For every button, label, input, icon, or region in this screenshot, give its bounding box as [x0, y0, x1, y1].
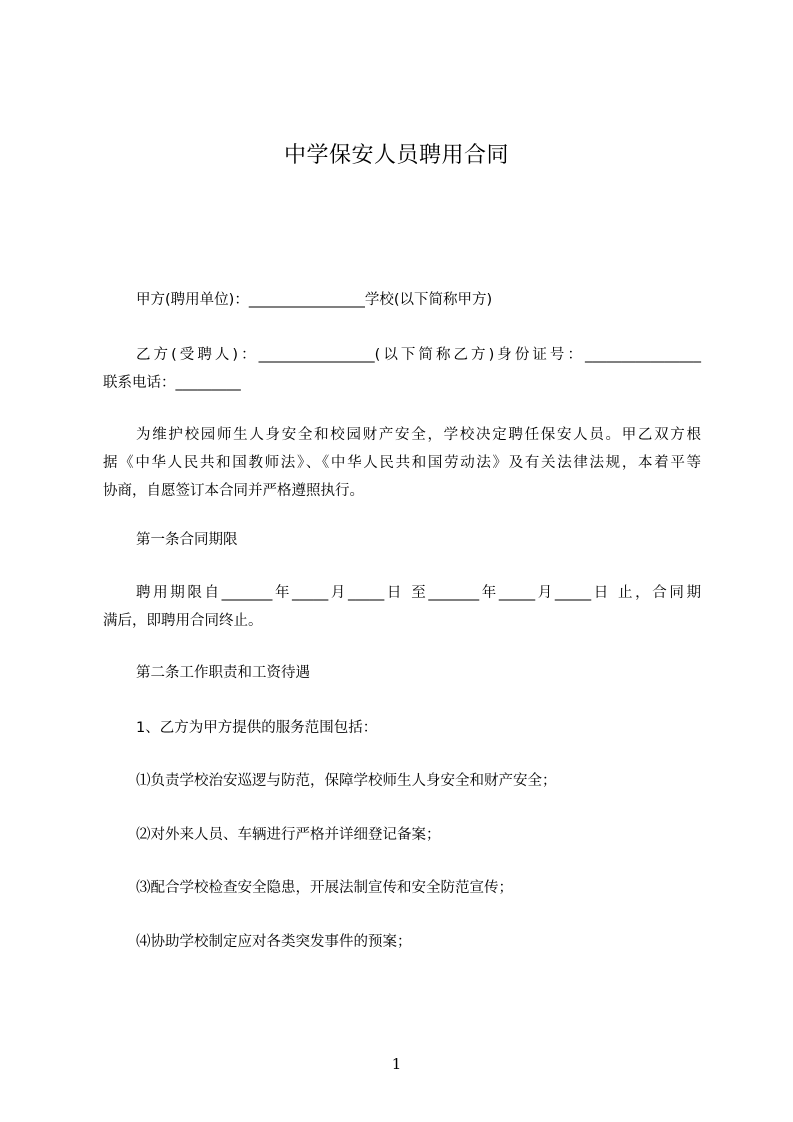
article-1-line-1: 聘用期限自_______年_____月_____日 至_______年_____月_____日 止，合同期 [136, 585, 701, 601]
article-1-line-2: 满后，即聘用合同终止。 [103, 613, 263, 629]
party-a-paragraph [103, 286, 701, 314]
preamble-paragraph [103, 421, 701, 505]
preamble-line-3: 协商，自愿签订本合同并严格遵照执行。 [103, 483, 364, 499]
article-1-paragraph [103, 579, 701, 635]
duty-2-paragraph [103, 821, 701, 849]
party-b-line-2: 联系电话：_________ [103, 375, 241, 391]
article-2-heading [103, 659, 701, 687]
preamble-line-2: 据《中华人民共和国教师法》、《中华人民共和国劳动法》及有关法律法规，本着平等 [103, 455, 701, 471]
duty-4-text: ⑷协助学校制定应对各类突发事件的预案； [136, 934, 412, 950]
party-b-line-1: 乙方(受聘人)：________________(以下简称乙方)身份证号：________________ [136, 347, 701, 363]
document-title: 中学保安人员聘用合同 [283, 143, 509, 168]
duty-4-paragraph [103, 928, 701, 956]
item-1-text: 1、乙方为甲方提供的服务范围包括： [136, 720, 378, 736]
article-1-heading [103, 526, 701, 554]
duty-3-paragraph [103, 874, 701, 902]
article-1-heading-text: 第一条合同期限 [136, 532, 238, 548]
article-2-heading-text: 第二条工作职责和工资待遇 [136, 665, 310, 681]
duty-1-text: ⑴负责学校治安巡逻与防范，保障学校师生人身安全和财产安全； [136, 773, 557, 789]
duty-1-paragraph [103, 767, 701, 795]
preamble-line-1: 为维护校园师生人身安全和校园财产安全，学校决定聘任保安人员。甲乙双方根 [136, 427, 701, 443]
item-1-paragraph [103, 714, 701, 742]
page-number: 1 [391, 1055, 402, 1073]
party-b-paragraph [103, 341, 701, 397]
duty-3-text: ⑶配合学校检查安全隐患，开展法制宣传和安全防范宣传； [136, 880, 513, 896]
duty-2-text: ⑵对外来人员、车辆进行严格并详细登记备案； [136, 827, 441, 843]
party-a-line: 甲方(聘用单位)：________________学校(以下简称甲方) [136, 292, 493, 308]
